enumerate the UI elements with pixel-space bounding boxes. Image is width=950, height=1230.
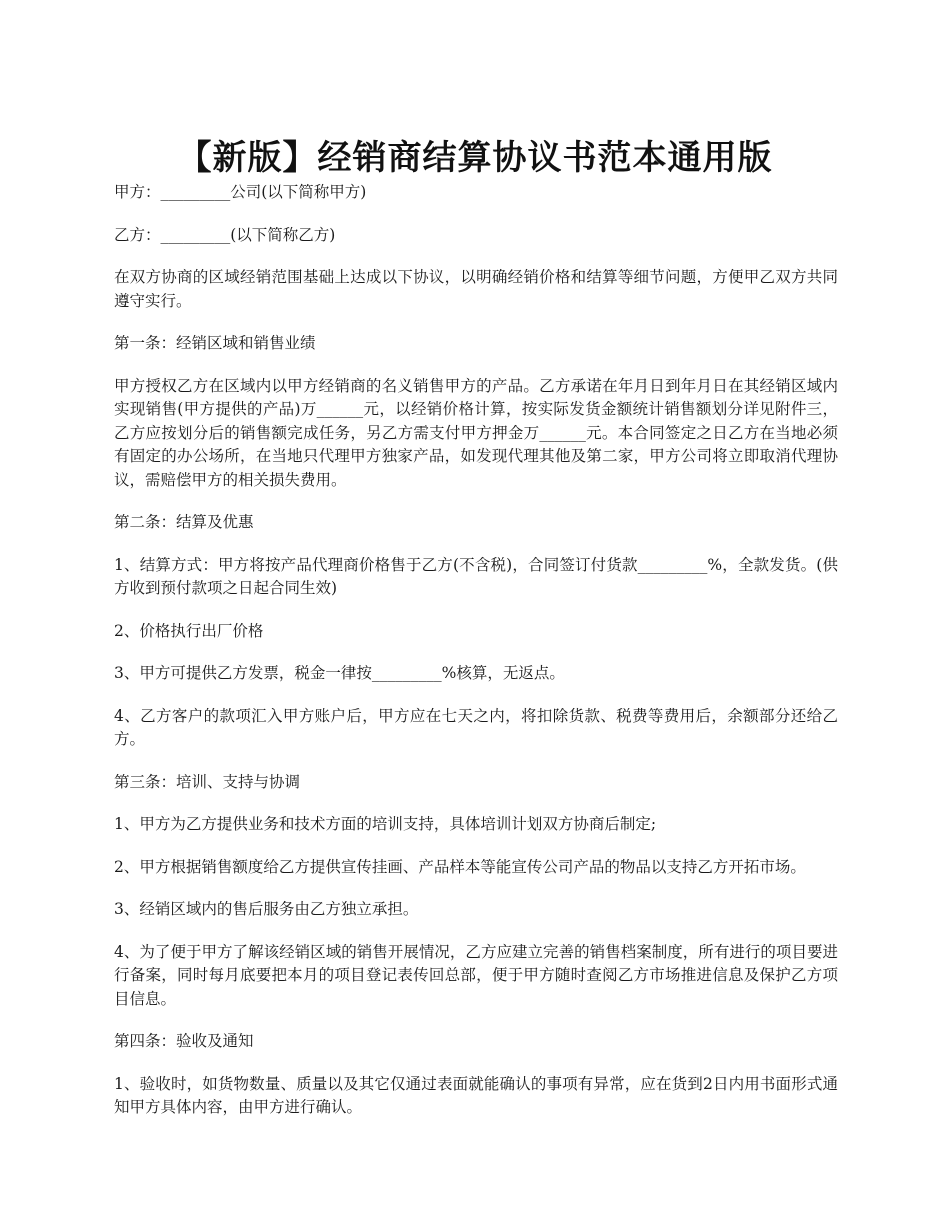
article-3-item-1: 1、甲方为乙方提供业务和技术方面的培训支持，具体培训计划双方协商后制定;: [114, 815, 657, 833]
article-1-paragraph: 甲方授权乙方在区域内以甲方经销商的名义销售甲方的产品。乙方承诺在年月日到年月日在其经销区域内实现销售(甲方提供的产品)万______元，以经销价格计算，按实际发货金额统计销售额划分详见附件三，乙方应按划分后的销售额完成任务，另乙方需支付甲方押金万______元。本合同签定之日乙方在当地必须有固定的办公场所，在当地只代理甲方独家产品，如发现代理其他及第二家，甲方公司将立即取消代理协议，需赔偿甲方的相关损失费用。: [114, 376, 838, 489]
party-b-line: 乙方：_________(以下简称乙方): [114, 225, 336, 244]
article-2-item-2: 2、价格执行出厂价格: [114, 621, 264, 640]
document-title: 【新版】经销商结算协议书范本通用版: [177, 137, 773, 178]
article-2-item-4: 4、乙方客户的款项汇入甲方账户后，甲方应在七天之内，将扣除货款、税费等费用后，余额部分还给乙方。: [114, 706, 838, 748]
document-body: [114, 181, 838, 1139]
preamble-paragraph: 在双方协商的区域经销范围基础上达成以下协议，以明确经销价格和结算等细节问题，方便甲乙双方共同遵守实行。: [114, 268, 838, 310]
article-3-item-3: 3、经销区域内的售后服务由乙方独立承担。: [114, 900, 419, 918]
article-3-heading: 第三条：培训、支持与协调: [114, 772, 301, 791]
party-a-line: 甲方：_________公司(以下简称甲方): [114, 183, 367, 201]
article-1-heading: 第一条：经销区域和销售业绩: [114, 334, 316, 352]
article-2-heading: 第二条：结算及优惠: [114, 513, 254, 531]
article-2-item-3: 3、甲方可提供乙方发票，税金一律按_________%核算，无返点。: [114, 664, 565, 682]
article-3-item-2: 2、甲方根据销售额度给乙方提供宣传挂画、产品样本等能宣传公司产品的物品以支持乙方开拓市场。: [114, 857, 806, 876]
article-3-item-4: 4、为了便于甲方了解该经销区域的销售开展情况，乙方应建立完善的销售档案制度，所有进行的项目要进行备案，同时每月底要把本月的项目登记表传回总部，便于甲方随时查阅乙方市场推进信息及保护乙方项目信息。: [114, 942, 838, 1008]
article-2-item-1: 1、结算方式：甲方将按产品代理商价格售于乙方(不含税)，合同签订付货款_________%，全款发货。(供方收到预付款项之日起合同生效): [114, 555, 838, 597]
article-4-heading: 第四条：验收及通知: [114, 1032, 254, 1050]
article-4-item-1: 1、验收时，如货物数量、质量以及其它仅通过表面就能确认的事项有异常，应在货到2日内用书面形式通知甲方具体内容，由甲方进行确认。: [114, 1074, 838, 1116]
